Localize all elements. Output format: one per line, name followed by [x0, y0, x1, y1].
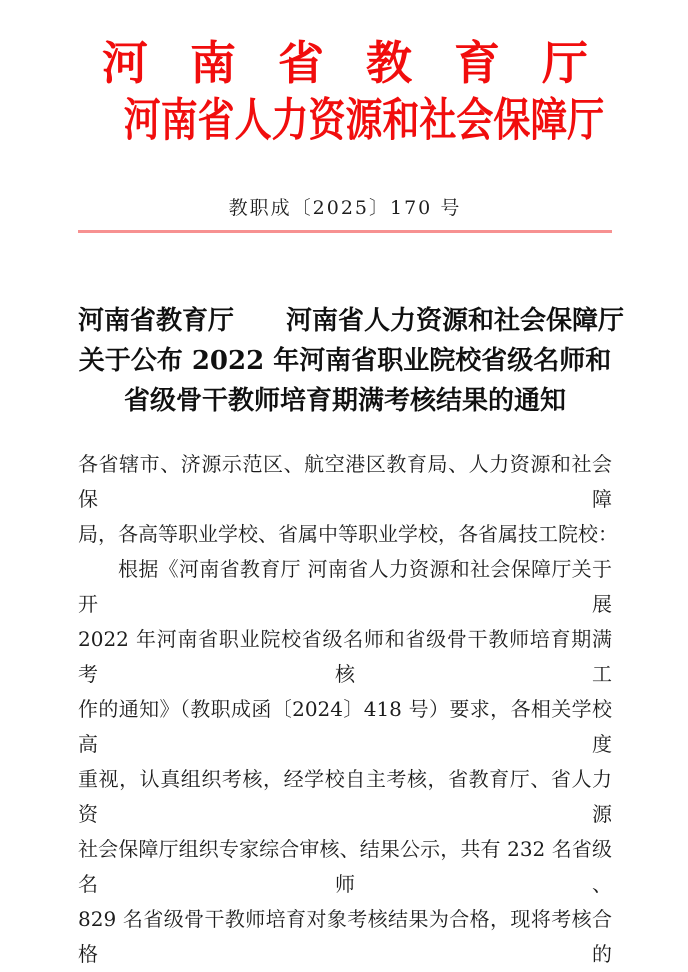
document-number: 教职成〔2025〕170 号: [228, 197, 462, 219]
body-line-paragraph-2: 2022 年河南省职业院校省级名师和省级骨干教师培育期满考核工: [78, 627, 612, 686]
red-letterhead: [78, 34, 630, 150]
body-line-paragraph-3: 作的通知》（教职成函〔2024〕418 号）要求，各相关学校高度: [78, 697, 612, 756]
body-line-paragraph-4: 重视，认真组织考核，经学校自主考核，省教育厅、省人力资源: [78, 767, 612, 826]
agency-name-primary-text: 河南省教育厅: [102, 36, 630, 90]
body-line-recipients-1: 各省辖市、济源示范区、航空港区教育局、人力资源和社会保障: [78, 452, 612, 511]
agency-name-secondary: [78, 92, 612, 150]
notice-title-line-1: 河南省教育厅 河南省人力资源和社会保障厅: [78, 306, 625, 336]
body-line-paragraph-6: 829 名省级骨干教师培育对象考核结果为合格，现将考核合格的: [78, 907, 612, 966]
document-body: [78, 447, 618, 972]
notice-title-line-3: 省级骨干教师培育期满考核结果的通知: [123, 386, 566, 416]
body-line-paragraph-1: 根据《河南省教育厅 河南省人力资源和社会保障厅关于开展: [78, 557, 612, 616]
agency-name-secondary-text: 河南省人力资源和社会保障厅: [123, 94, 605, 147]
notice-title-line-2: 关于公布 2022 年河南省职业院校省级名师和: [78, 346, 612, 376]
body-line-paragraph-5: 社会保障厅组织专家综合审核、结果公示，共有 232 名省级名师、: [78, 837, 612, 896]
agency-name-primary: [78, 34, 630, 92]
notice-title: [78, 301, 625, 421]
body-line-recipients-2: 局，各高等职业学校、省属中等职业学校，各省属技工院校：: [78, 522, 618, 546]
red-divider-line: [78, 230, 612, 233]
